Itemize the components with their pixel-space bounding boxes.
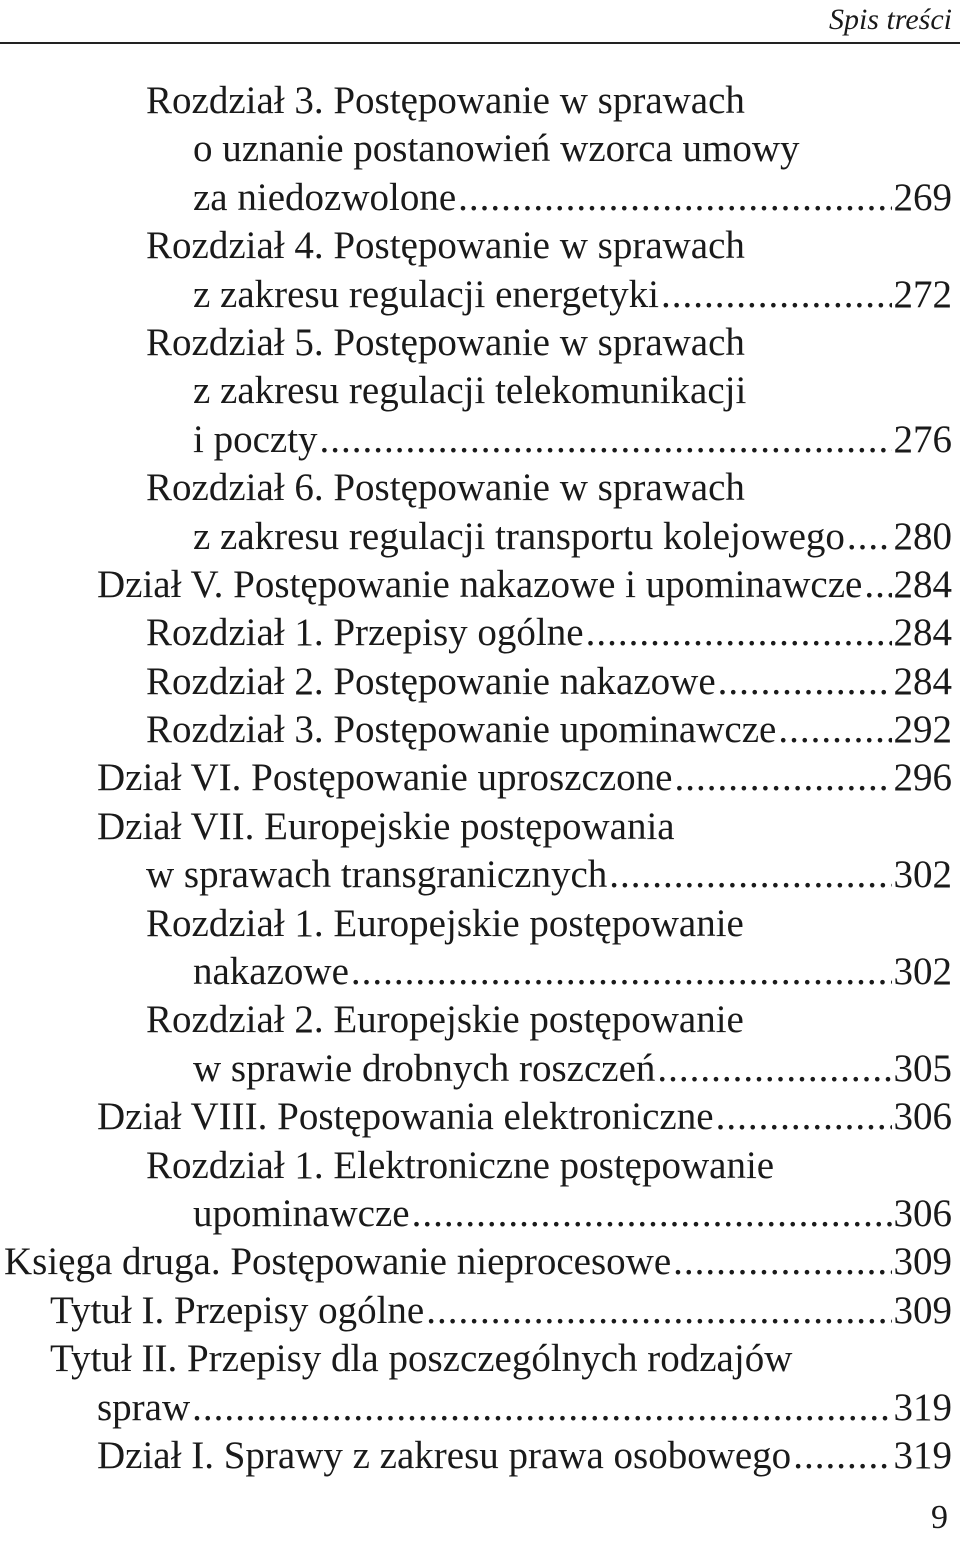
dot-leader <box>609 851 891 899</box>
toc-entry-title: upominawcze <box>193 1191 410 1235</box>
dot-leader <box>351 948 892 996</box>
toc-entry-title: Księga druga. Postępowanie nieprocesowe <box>4 1240 672 1284</box>
toc-entry[interactable] <box>0 125 952 173</box>
toc-page-number: 309 <box>893 1240 952 1284</box>
toc-entry-title: w sprawach transgranicznych <box>146 853 608 897</box>
toc-entry[interactable] <box>0 1287 952 1335</box>
toc-page-number: 306 <box>893 1095 952 1139</box>
toc-page-number: 269 <box>893 175 952 219</box>
toc-entry-title: Dział VIII. Postępowania elektroniczne <box>97 1095 714 1139</box>
dot-leader <box>793 1432 891 1480</box>
toc-entry-title: Rozdział 3. Postępowanie upominawcze <box>146 708 777 752</box>
toc-entry-title: Rozdział 6. Postępowanie w sprawach <box>146 466 745 510</box>
toc-entry[interactable] <box>0 658 952 706</box>
dot-leader <box>661 271 892 319</box>
toc-entry-title: Tytuł I. Przepisy ogólne <box>50 1288 425 1332</box>
toc-page-number: 302 <box>893 853 952 897</box>
toc-entry-title: Rozdział 2. Postępowanie nakazowe <box>146 659 716 703</box>
dot-leader <box>864 561 891 609</box>
toc-entry[interactable] <box>0 513 952 561</box>
toc-entry[interactable] <box>0 367 952 415</box>
toc-page-number: 272 <box>893 272 952 316</box>
toc-entry[interactable] <box>0 464 952 512</box>
toc-entry[interactable] <box>0 1335 952 1383</box>
dot-leader <box>586 609 892 657</box>
toc-entry[interactable] <box>0 174 952 222</box>
dot-leader <box>426 1287 891 1335</box>
toc-page-number: 276 <box>893 417 952 461</box>
dot-leader <box>657 1045 891 1093</box>
dot-leader <box>716 1093 892 1141</box>
toc-page-number: 309 <box>893 1288 952 1332</box>
toc-entry-title: i poczty <box>193 417 318 461</box>
toc-entry-title: za niedozwolone <box>193 175 457 219</box>
dot-leader <box>718 658 892 706</box>
toc-entry[interactable] <box>0 996 952 1044</box>
toc-entry[interactable] <box>0 1093 952 1141</box>
toc-entry-title: Rozdział 2. Europejskie postępowanie <box>146 998 744 1042</box>
toc-entry[interactable] <box>0 416 952 464</box>
toc-entry-title: spraw <box>97 1385 191 1429</box>
toc-entry-title: Dział I. Sprawy z zakresu prawa osobowego <box>97 1433 792 1477</box>
toc-entry[interactable] <box>0 609 952 657</box>
toc-entry-title: Rozdział 3. Postępowanie w sprawach <box>146 79 745 122</box>
toc-page-number: 296 <box>893 756 952 800</box>
toc-page-number: 284 <box>893 659 952 703</box>
dot-leader <box>412 1190 892 1238</box>
toc-entry[interactable] <box>0 1190 952 1238</box>
toc-entry-title: w sprawie drobnych roszczeń <box>193 1046 656 1090</box>
toc-entry[interactable] <box>0 900 952 948</box>
header-rule <box>0 42 960 44</box>
dot-leader <box>847 513 892 561</box>
toc-entry-title: Dział V. Postępowanie nakazowe i upominawcze <box>97 562 863 606</box>
toc-entry[interactable] <box>0 1142 952 1190</box>
toc-entry-title: nakazowe <box>193 950 349 994</box>
toc-entry-title: Tytuł II. Przepisy dla poszczególnych rodzajów <box>50 1337 793 1381</box>
toc-entry[interactable] <box>0 948 952 996</box>
toc-entry[interactable] <box>0 1238 952 1286</box>
toc-entry[interactable] <box>0 1045 952 1093</box>
toc-entry[interactable] <box>0 561 952 609</box>
dot-leader <box>458 174 891 222</box>
toc-page-number: 306 <box>893 1191 952 1235</box>
toc-entry[interactable] <box>0 754 952 802</box>
dot-leader <box>778 706 891 754</box>
toc-entry-title: Dział VI. Postępowanie uproszczone <box>97 756 673 800</box>
toc-page-number: 319 <box>893 1385 952 1429</box>
toc-entry-title: Rozdział 5. Postępowanie w sprawach <box>146 320 745 364</box>
toc-entry[interactable] <box>0 1384 952 1432</box>
toc-entry-title: Rozdział 1. Elektroniczne postępowanie <box>146 1143 775 1187</box>
toc-page-number: 284 <box>893 562 952 606</box>
toc-entry-title: z zakresu regulacji transportu kolejowego <box>193 514 845 558</box>
toc-page-number: 284 <box>893 611 952 655</box>
page-number: 9 <box>931 1499 948 1536</box>
toc-entry-title: Rozdział 1. Europejskie postępowanie <box>146 901 744 945</box>
toc-entry[interactable] <box>0 803 952 851</box>
toc-entry[interactable] <box>0 851 952 899</box>
toc-entry[interactable] <box>0 271 952 319</box>
toc-entry-title: Dział VII. Europejskie postępowania <box>97 804 675 848</box>
running-head: Spis treści <box>828 3 952 36</box>
toc-page-number: 319 <box>893 1433 952 1477</box>
toc-entry-title: Rozdział 4. Postępowanie w sprawach <box>146 224 745 268</box>
dot-leader <box>192 1384 891 1432</box>
toc-entry-title: Rozdział 1. Przepisy ogólne <box>146 611 584 655</box>
dot-leader <box>674 754 891 802</box>
dot-leader <box>320 416 892 464</box>
toc-entry[interactable] <box>0 77 952 125</box>
toc-entry-title: z zakresu regulacji energetyki <box>193 272 659 316</box>
toc-page-number: 292 <box>893 708 952 752</box>
table-of-contents <box>0 77 952 1480</box>
toc-entry[interactable] <box>0 222 952 270</box>
toc-page-number: 305 <box>893 1046 952 1090</box>
toc-page-number: 280 <box>893 514 952 558</box>
toc-entry[interactable] <box>0 319 952 367</box>
toc-entry-title: o uznanie postanowień wzorca umowy <box>193 127 800 171</box>
dot-leader <box>673 1238 891 1286</box>
toc-page-number: 302 <box>893 950 952 994</box>
toc-entry[interactable] <box>0 1432 952 1480</box>
toc-entry-title: z zakresu regulacji telekomunikacji <box>193 369 747 413</box>
toc-entry[interactable] <box>0 706 952 754</box>
